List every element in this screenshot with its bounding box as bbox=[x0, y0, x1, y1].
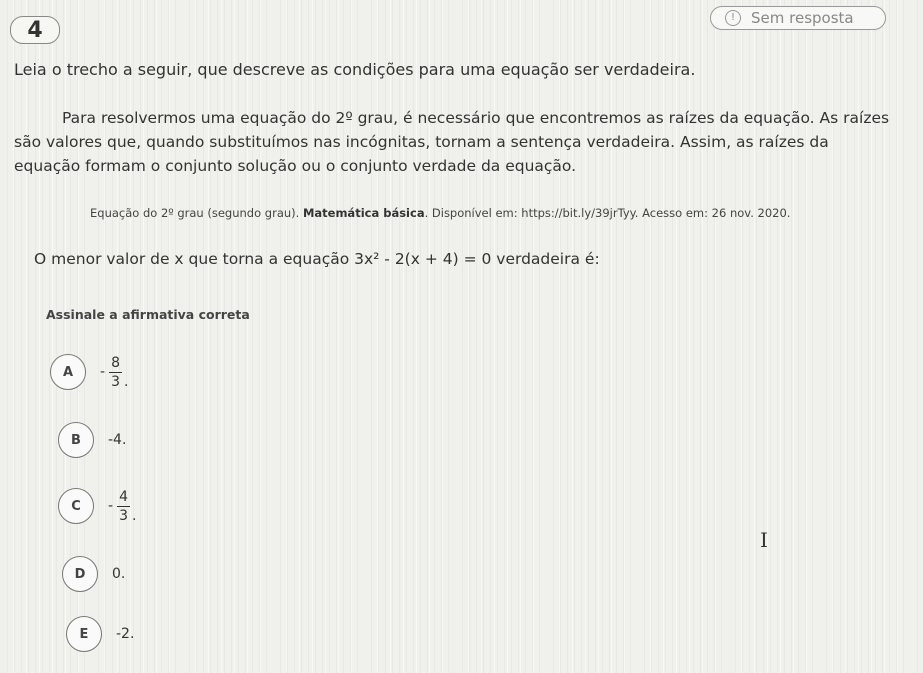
passage-text: Para resolvermos uma equação do 2º grau, é necessário que encontremos as raízes da equação. As raízes são valores que, quando substituímos nas incógnitas, tornam a sentença verdadeira. Assim, as raízes da equação formam o conjunto solução ou o conjunto verdade da equação. bbox=[14, 109, 890, 175]
option-c-letter[interactable]: C bbox=[58, 488, 94, 524]
option-c-suffix: . bbox=[131, 507, 137, 524]
option-c-denominator: 3 bbox=[119, 507, 128, 524]
option-c-sign: - bbox=[108, 498, 114, 514]
question-number: 4 bbox=[10, 16, 60, 44]
citation-title: Matemática básica bbox=[302, 206, 425, 220]
option-e-value: -2. bbox=[116, 626, 135, 642]
text-cursor-icon: I bbox=[760, 528, 768, 552]
option-c-numerator: 4 bbox=[119, 488, 128, 505]
option-a-numerator: 8 bbox=[111, 354, 120, 371]
status-badge bbox=[710, 6, 886, 30]
prompt-before: O menor valor de x que torna a equação bbox=[34, 250, 355, 268]
option-a-fraction bbox=[109, 355, 122, 390]
option-d[interactable] bbox=[62, 556, 125, 592]
option-a[interactable] bbox=[50, 354, 128, 390]
option-d-letter[interactable]: D bbox=[62, 556, 98, 592]
option-b-value: -4. bbox=[108, 432, 127, 448]
assinale-label: Assinale a afirmativa correta bbox=[46, 307, 250, 322]
option-b-letter[interactable]: B bbox=[58, 422, 94, 458]
citation bbox=[90, 206, 790, 220]
option-c-value bbox=[108, 489, 136, 524]
option-a-denominator: 3 bbox=[111, 373, 120, 390]
question-prompt bbox=[34, 250, 600, 268]
option-a-value bbox=[100, 355, 128, 390]
equation: 3x² - 2(x + 4) = 0 bbox=[354, 250, 492, 268]
instruction-text: Leia o trecho a seguir, que descreve as condições para uma equação ser verdadeira. bbox=[14, 60, 696, 79]
option-a-sign: - bbox=[100, 364, 106, 380]
option-c-fraction bbox=[117, 489, 130, 524]
option-e-letter[interactable]: E bbox=[66, 616, 102, 652]
exclamation-circle-icon: ! bbox=[725, 10, 741, 26]
option-a-letter[interactable]: A bbox=[50, 354, 86, 390]
status-text: Sem resposta bbox=[751, 9, 854, 27]
option-d-value: 0. bbox=[112, 566, 126, 582]
option-a-suffix: . bbox=[123, 373, 129, 390]
citation-prefix: Equação do 2º grau (segundo grau). bbox=[90, 206, 303, 220]
citation-suffix: . Disponível em: https://bit.ly/39jrTyy. Acesso em: 26 nov. 2020. bbox=[424, 206, 791, 220]
prompt-after: verdadeira é: bbox=[491, 250, 600, 268]
option-c[interactable] bbox=[58, 488, 136, 524]
option-e[interactable] bbox=[66, 616, 134, 652]
option-b[interactable] bbox=[58, 422, 126, 458]
